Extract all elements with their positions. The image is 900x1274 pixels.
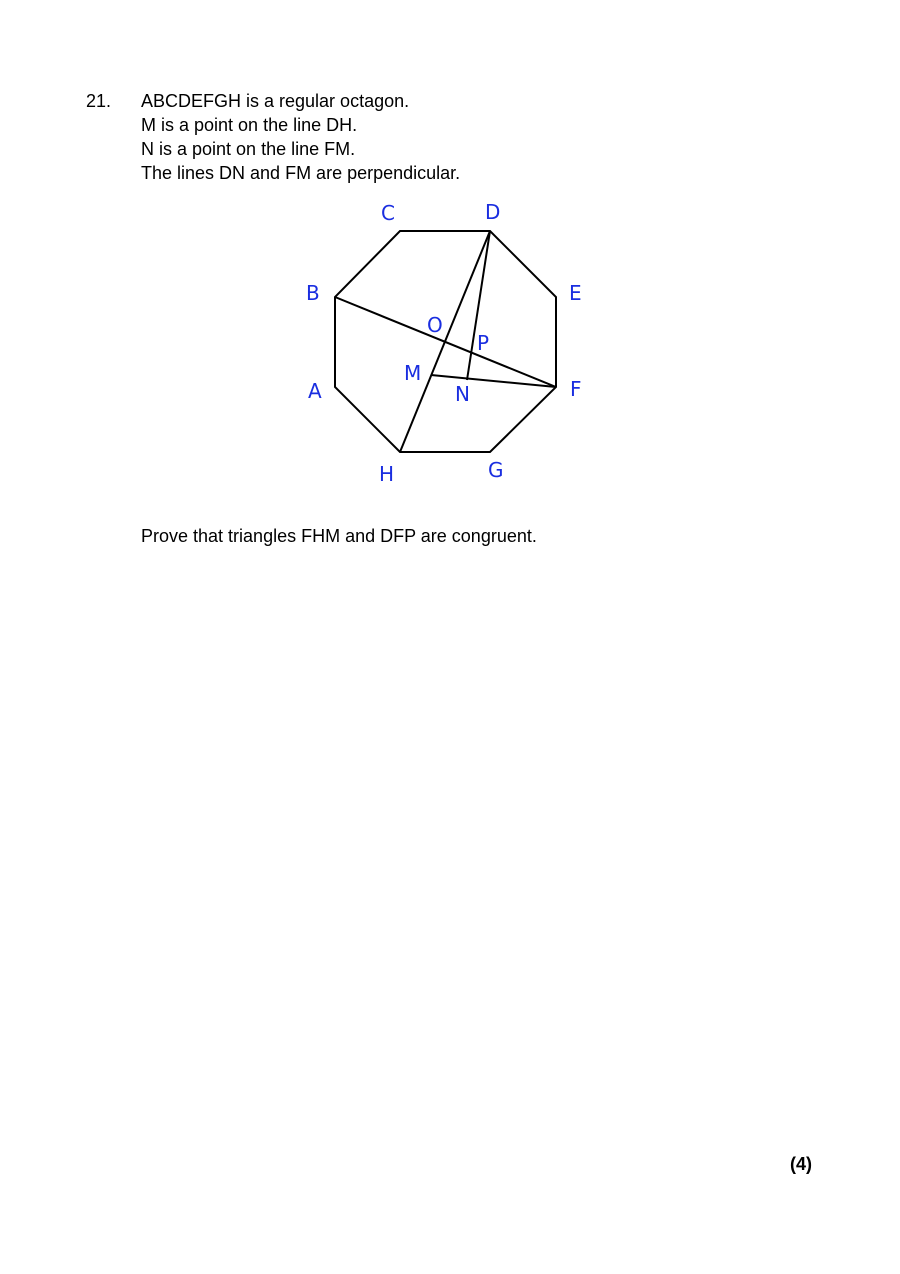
stem-line-4: The lines DN and FM are perpendicular. [141, 163, 461, 183]
label-F: F [570, 377, 582, 401]
label-G: G [488, 458, 504, 482]
task-instruction: Prove that triangles FHM and DFP are congruent. [141, 526, 537, 546]
question-number: 21. [86, 91, 112, 111]
label-C: C [381, 201, 395, 225]
label-P: P [477, 331, 490, 355]
label-B: B [306, 281, 320, 305]
label-N: N [455, 382, 470, 406]
stem-line-3: N is a point on the line FM. [141, 139, 356, 159]
label-D: D [485, 200, 501, 224]
line-FM [431, 375, 556, 387]
stem-line-2: M is a point on the line DH. [141, 115, 358, 135]
label-A: A [308, 379, 322, 403]
octagon-diagram [0, 0, 900, 520]
label-O: O [427, 313, 443, 337]
marks-indicator: (4) [790, 1154, 812, 1174]
label-H: H [379, 462, 395, 486]
label-M: M [404, 361, 422, 385]
stem-line-1: ABCDEFGH is a regular octagon. [141, 91, 410, 111]
label-E: E [569, 281, 582, 305]
